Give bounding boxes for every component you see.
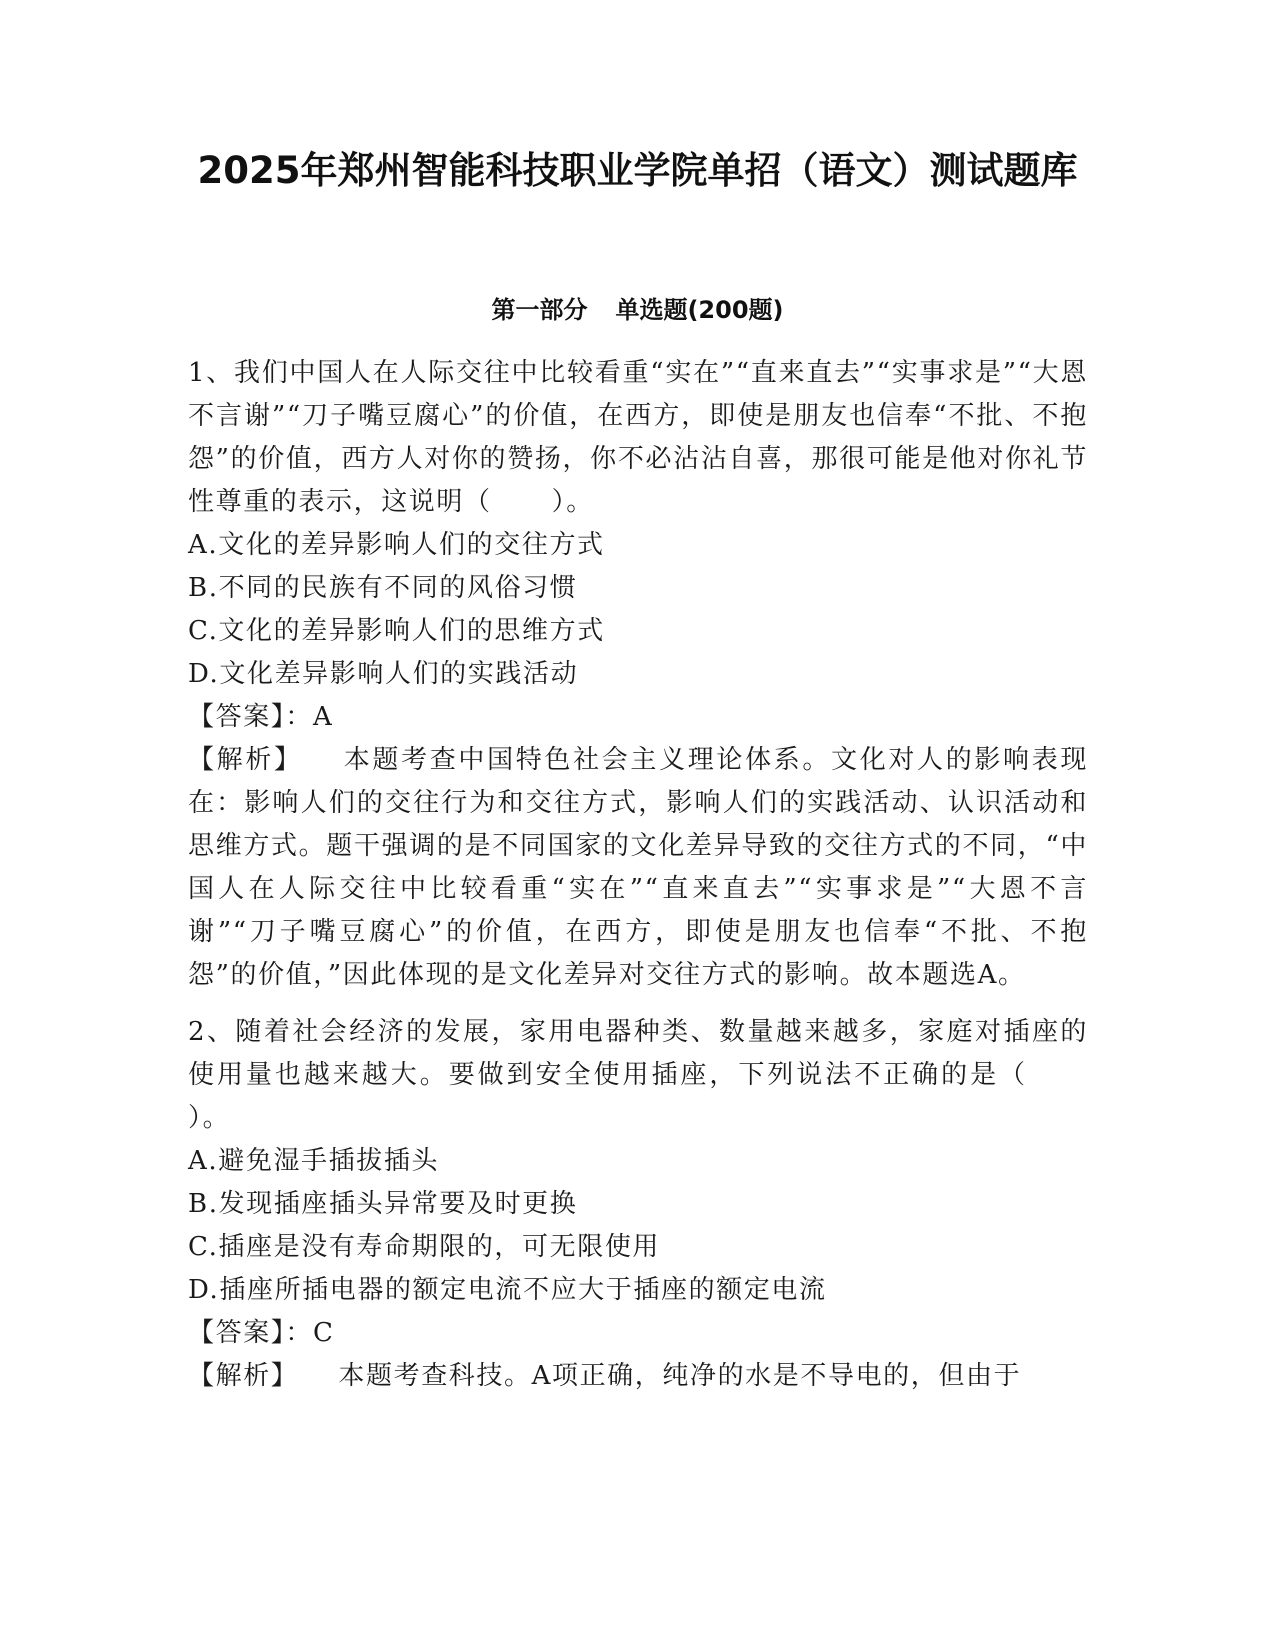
option-c: C.文化的差异影响人们的思维方式 [188,616,605,646]
option-d: D.文化差异影响人们的实践活动 [188,659,579,689]
analysis-paragraph [188,1355,1088,1398]
option-b: B.不同的民族有不同的风俗习惯 [188,573,578,603]
analysis-label: 【解析】 [188,745,303,775]
option-c: C.插座是没有寿命期限的，可无限使用 [188,1232,661,1262]
section-heading [0,293,1275,327]
section-part: 第一部分 [491,296,588,324]
answer-label: 【答案】： [188,1318,314,1348]
question-stem: 1、我们中国人在人际交往中比较看重“实在”“直来直去”“实事求是”“大恩不言谢”“刀子嘴豆腐心”的价值，在西方，即使是朋友也信奉“不批、不抱怨”的价值，西方人对你的赞扬，你不必沾沾自喜，那很可能是他对你礼节性尊重的表示，这说明（ ）。 [188,358,1088,517]
answer-label: 【答案】： [188,702,314,732]
section-name: 单选题(200题) [615,296,784,324]
analysis-text: 本题考查科技。A项正确，纯净的水是不导电的，但由于 [338,1361,1022,1391]
question-2 [188,1011,1088,1398]
analysis-label: 【解析】 [188,1361,299,1391]
answer-value: C [313,1318,335,1348]
answer-value: A [313,702,334,732]
answer-line [188,696,1088,739]
document-title: 2025年郑州智能科技职业学院单招（语文）测试题库 [197,149,1078,192]
answer-line [188,1312,1088,1355]
question-list [188,352,1088,1412]
option-a: A.文化的差异影响人们的交往方式 [188,530,605,560]
analysis-text: 本题考查中国特色社会主义理论体系。文化对人的影响表现在：影响人们的交往行为和交往方式，影响人们的实践活动、认识活动和思维方式。题干强调的是不同国家的文化差异导致的交往方式的不同，“中国人在人际交往中比较看重“实在”“直来直去”“实事求是”“大恩不言谢”“刀子嘴豆腐心”的价值，在西方，即使是朋友也信奉“不批、不抱怨”的价值，”因此体现的是文化差异对交往方式的影响。故本题选A。 [188,745,1088,990]
question-1 [188,352,1088,997]
option-a: A.避免湿手插拔插头 [188,1146,440,1176]
option-d: D.插座所插电器的额定电流不应大于插座的额定电流 [188,1275,827,1305]
analysis-paragraph [188,739,1088,997]
option-b: B.发现插座插头异常要及时更换 [188,1189,578,1219]
question-stem: 2、随着社会经济的发展，家用电器种类、数量越来越多，家庭对插座的使用量也越来越大。要做到安全使用插座，下列说法不正确的是（）。 [188,1017,1088,1133]
